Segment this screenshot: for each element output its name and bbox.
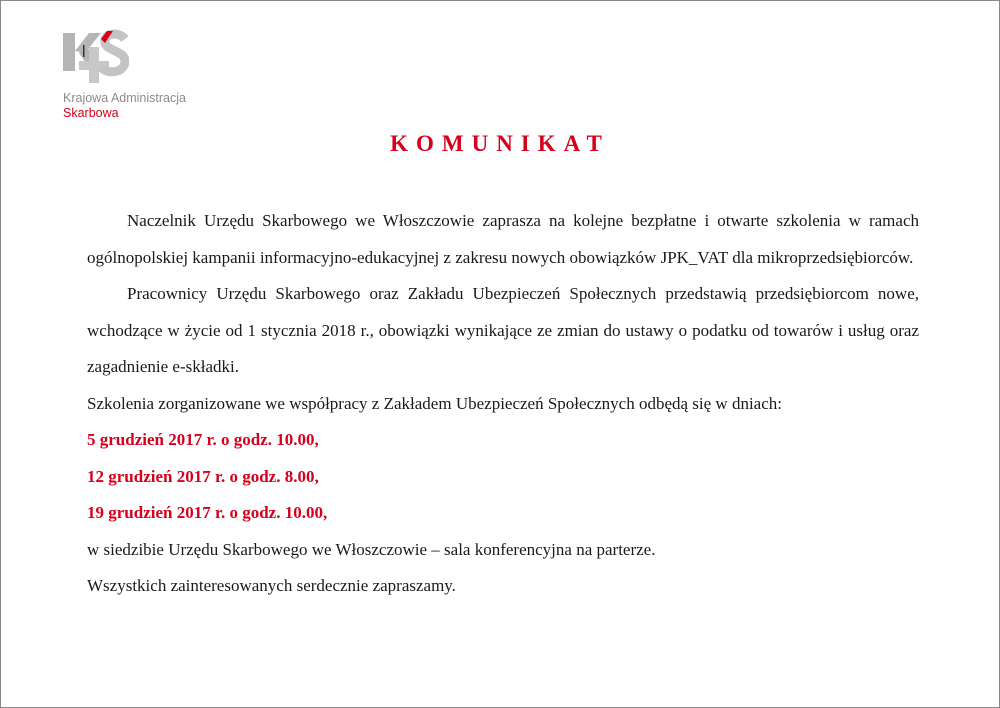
logo-text-line2: Skarbowa bbox=[63, 106, 119, 120]
date-item-1: 5 grudzień 2017 r. o godz. 10.00, bbox=[87, 430, 319, 449]
date-item-3: 19 grudzień 2017 r. o godz. 10.00, bbox=[87, 503, 328, 522]
page-title: KOMUNIKAT bbox=[390, 131, 610, 156]
paragraph-closing: Wszystkich zainteresowanych serdecznie zapraszamy. bbox=[87, 576, 456, 595]
paragraph-invitation: Naczelnik Urzędu Skarbowego we Włoszczowie zaprasza na kolejne bezpłatne i otwarte szkolenia w ramach ogólnopolskiej kampanii informacyjno-edukacyjnej z zakresu nowych obowiązków JPK_VAT dla mikroprzedsiębiorców. bbox=[87, 211, 919, 267]
kas-logo bbox=[63, 29, 223, 121]
paragraph-presenters: Pracownicy Urzędu Skarbowego oraz Zakładu Ubezpieczeń Społecznych przedstawią przedsiębiorcom nowe, wchodzące w życie od 1 stycznia 2018 r., obowiązki wynikające ze zmian do ustawy o podatku od towarów i usług oraz zagadnienie e-składki. bbox=[87, 284, 919, 376]
date-item-2: 12 grudzień 2017 r. o godz. 8.00, bbox=[87, 466, 319, 486]
paragraph-schedule-intro: Szkolenia zorganizowane we współpracy z Zakładem Ubezpieczeń Społecznych odbędą się w dniach: bbox=[87, 393, 782, 413]
document-body bbox=[87, 203, 919, 605]
paragraph-location: w siedzibie Urzędu Skarbowego we Włoszczowie – sala konferencyjna na parterze. bbox=[87, 539, 656, 559]
kas-logo-mark-icon bbox=[63, 29, 129, 87]
logo-text-line1: Krajowa Administracja bbox=[63, 91, 186, 105]
